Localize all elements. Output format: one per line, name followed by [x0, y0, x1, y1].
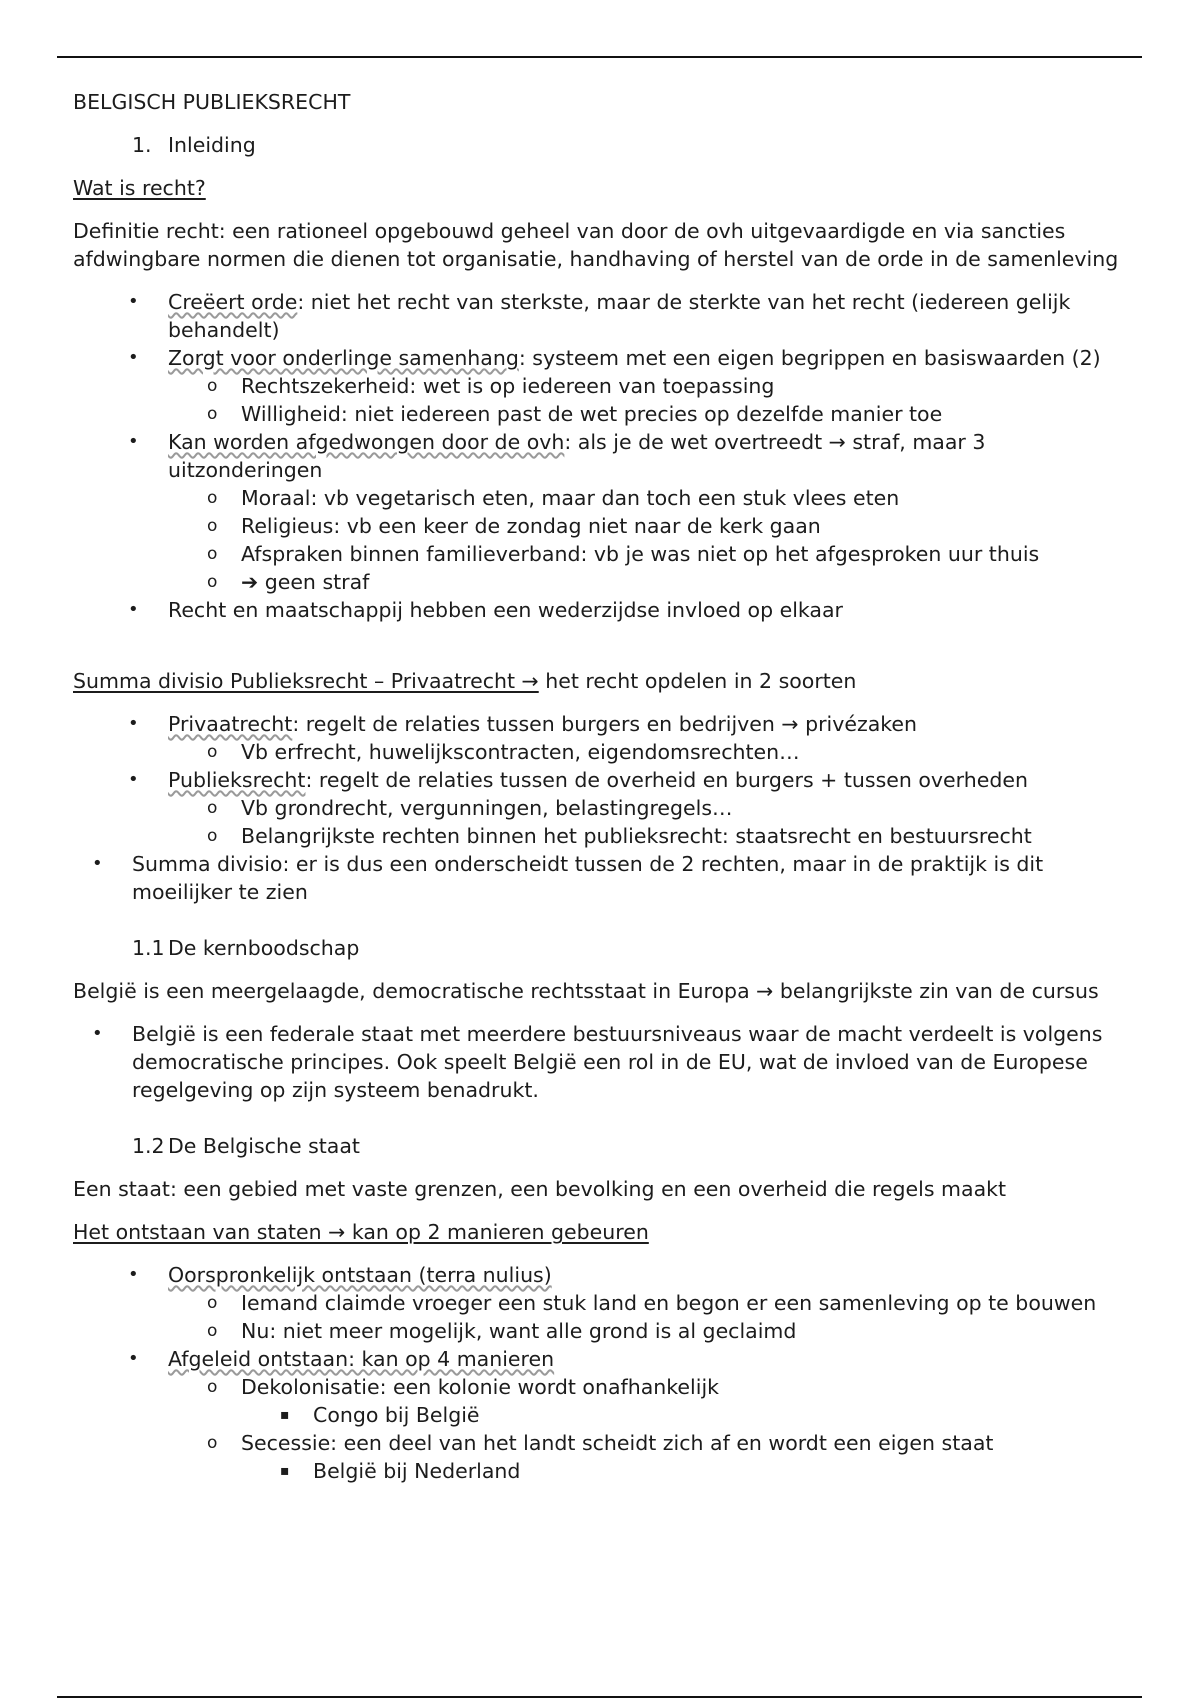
- list-subitem: o Rechtszekerheid: wet is op iedereen van toepassing: [207, 374, 775, 398]
- footer-rule: [57, 1696, 1142, 1698]
- section-label: De Belgische staat: [168, 1134, 360, 1158]
- list-subsubitem: ▪ Congo bij België: [280, 1403, 480, 1427]
- list-subitem: o Vb grondrecht, vergunningen, belastingregels…: [207, 796, 733, 820]
- list-subitem: o Secessie: een deel van het landt scheidt zich af en wordt een eigen staat: [207, 1431, 994, 1455]
- list-subitem: o Willigheid: niet iedereen past de wet precies op dezelfde manier toe: [207, 402, 943, 426]
- list-subitem: o Nu: niet meer mogelijk, want alle grond is al geclaimd: [207, 1319, 797, 1343]
- list-item: • Recht en maatschappij hebben een wederzijdse invloed op elkaar: [128, 598, 843, 622]
- header-rule: [57, 56, 1142, 58]
- list-subsubitem: ▪ België bij Nederland: [280, 1459, 521, 1483]
- list-item: • België is een federale staat met meerdere bestuursniveaus waar de macht verdeelt is volgens democratische principes. Ook speelt België een rol in de EU, wat de invloed van de Europese regelgeving op zijn systeem benadrukt.: [92, 1022, 1103, 1102]
- summa-divisio-heading: Summa divisio Publieksrecht – Privaatrecht → het recht opdelen in 2 soorten: [73, 669, 857, 693]
- section-heading-1-1: [73, 934, 1133, 962]
- list-item: • Oorspronkelijk ontstaan (terra nulius): [128, 1263, 552, 1287]
- section-heading-1: [73, 131, 1133, 159]
- subheading-what-is-law: Wat is recht?: [73, 176, 206, 200]
- law-points-list: [73, 288, 1133, 624]
- list-subitem: o Moraal: vb vegetarisch eten, maar dan toch een stuk vlees eten: [207, 486, 900, 510]
- origin-heading: Het ontstaan van staten → kan op 2 manieren gebeuren: [73, 1220, 649, 1244]
- section-number: 1.: [132, 133, 152, 157]
- list-subitem: o Religieus: vb een keer de zondag niet naar de kerk gaan: [207, 514, 821, 538]
- document-body: [73, 88, 1133, 1485]
- list-item: • Zorgt voor onderlinge samenhang: systeem met een eigen begrippen en basiswaarden (2): [128, 346, 1101, 370]
- summa-points-list: [73, 710, 1133, 906]
- list-item: • Kan worden afgedwongen door de ovh: als je de wet overtreedt → straf, maar 3 uitzonderingen: [128, 430, 986, 482]
- list-item: • Privaatrecht: regelt de relaties tussen burgers en bedrijven → privézaken: [128, 712, 918, 736]
- core-message: België is een meergelaagde, democratische rechtsstaat in Europa → belangrijkste zin van de cursus: [73, 979, 1099, 1003]
- list-item: • Afgeleid ontstaan: kan op 4 manieren: [128, 1347, 555, 1371]
- list-subitem: o Vb erfrecht, huwelijkscontracten, eigendomsrechten…: [207, 740, 800, 764]
- section-label: Inleiding: [168, 133, 256, 157]
- section-label: De kernboodschap: [168, 936, 360, 960]
- state-definition: Een staat: een gebied met vaste grenzen, een bevolking en een overheid die regels maakt: [73, 1177, 1007, 1201]
- section-heading-1-2: [73, 1132, 1133, 1160]
- section-number: 1.2: [132, 1134, 165, 1158]
- list-subitem: o Dekolonisatie: een kolonie wordt onafhankelijk: [207, 1375, 720, 1399]
- list-subitem: o Iemand claimde vroeger een stuk land en begon er een samenleving op te bouwen: [207, 1291, 1097, 1315]
- law-definition: Definitie recht: een rationeel opgebouwd geheel van door de ovh uitgevaardigde en via sancties afdwingbare normen die dienen tot organisatie, handhaving of herstel van de orde in de samenleving: [73, 219, 1119, 271]
- list-item: • Publieksrecht: regelt de relaties tussen de overheid en burgers + tussen overheden: [128, 768, 1028, 792]
- list-subitem: o Afspraken binnen familieverband: vb je was niet op het afgesproken uur thuis: [207, 542, 1040, 566]
- core-points-list: [73, 1020, 1133, 1104]
- origin-list: [73, 1261, 1133, 1485]
- list-item: • Creëert orde: niet het recht van sterkste, maar de sterkte van het recht (iedereen gelijk behandelt): [128, 290, 1071, 342]
- list-subitem: o ➔ geen straf: [207, 570, 370, 594]
- section-number: 1.1: [132, 936, 165, 960]
- list-item: • Summa divisio: er is dus een onderscheidt tussen de 2 rechten, maar in de praktijk is dit moeilijker te zien: [92, 852, 1044, 904]
- list-subitem: o Belangrijkste rechten binnen het publieksrecht: staatsrecht en bestuursrecht: [207, 824, 1032, 848]
- document-title: BELGISCH PUBLIEKSRECHT: [73, 90, 351, 114]
